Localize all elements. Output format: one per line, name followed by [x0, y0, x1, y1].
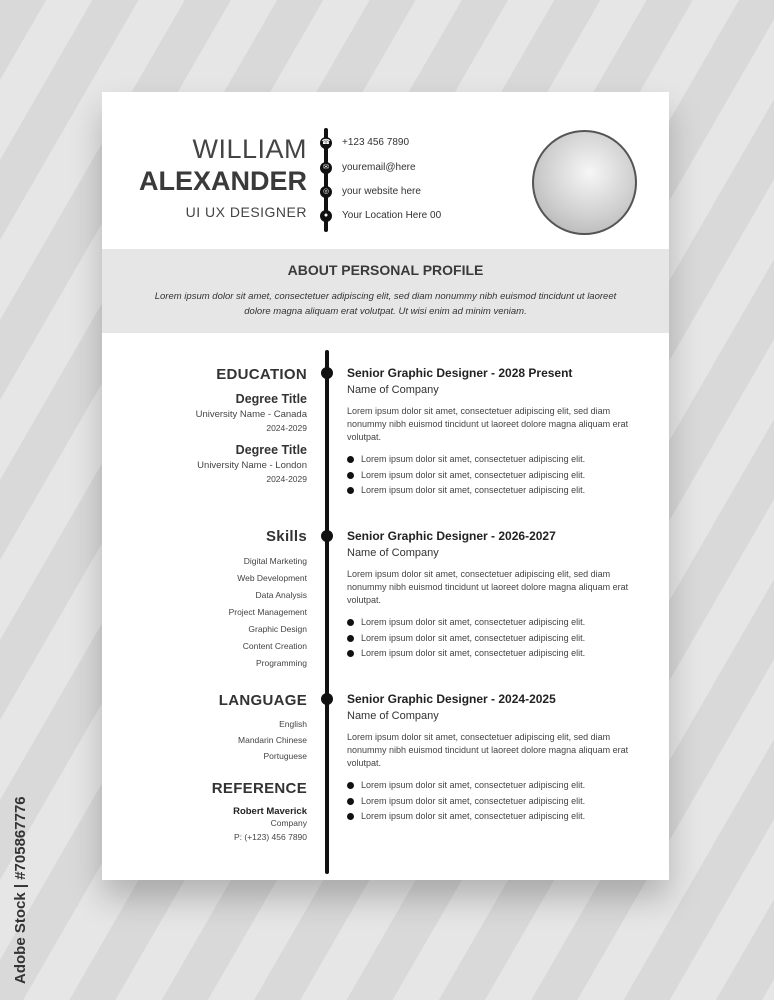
job-title: UI UX DESIGNER — [185, 204, 307, 220]
experience-description: Lorem ipsum dolor sit amet, consectetuer adipiscing elit, sed diam nonummy nibh euismod tincidunt ut laoreet dolore magna aliquam erat volutpat. — [347, 732, 629, 768]
experience-description: Lorem ipsum dolor sit amet, consectetuer adipiscing elit, sed diam nonummy nibh euismod tincidunt ut laoreet dolore magna aliquam erat volutpat. — [347, 569, 629, 605]
location-icon: ● — [320, 210, 332, 222]
experience-title: Senior Graphic Designer - 2028 Present — [347, 366, 573, 380]
degree-title: Degree Title — [235, 443, 307, 457]
globe-icon: ◎ — [320, 186, 332, 198]
about-text: Lorem ipsum dolor sit amet, consectetuer adipiscing elit, sed diam nonummy nibh euismod tincidunt ut laoreet dolore magna aliquam erat volutpat. Ut wisi enim ad minim veniam. — [154, 291, 617, 317]
stock-label-text: Adobe Stock | #705867776 — [12, 796, 29, 984]
phone-icon: ☎ — [320, 137, 332, 149]
bullet-item: Lorem ipsum dolor sit amet, consectetuer adipiscing elit. — [347, 633, 637, 649]
stock-watermark-label — [10, 760, 30, 985]
experience-description: Lorem ipsum dolor sit amet, consectetuer adipiscing elit, sed diam nonummy nibh euismod tincidunt ut laoreet dolore magna aliquam erat volutpat. — [347, 406, 629, 442]
last-name: ALEXANDER — [138, 166, 307, 196]
experience-bullets — [347, 780, 637, 827]
bullet-item: Lorem ipsum dolor sit amet, consectetuer adipiscing elit. — [347, 648, 637, 664]
reference-company: Company — [270, 818, 307, 828]
resume-page — [102, 92, 669, 880]
bullet-item: Lorem ipsum dolor sit amet, consectetuer adipiscing elit. — [347, 811, 637, 827]
skill-item: Content Creation — [242, 641, 307, 651]
language-item: English — [279, 719, 307, 729]
skills-list — [229, 553, 307, 672]
education-title: EDUCATION — [216, 366, 307, 383]
contact-phone: +123 456 7890 — [342, 137, 410, 148]
skill-item: Data Analysis — [255, 590, 307, 600]
company-name: Name of Company — [347, 710, 439, 722]
experience-title: Senior Graphic Designer - 2026-2027 — [347, 529, 556, 543]
education-years: 2024-2029 — [266, 423, 307, 433]
contact-email: youremail@here — [342, 162, 416, 173]
reference-section — [212, 780, 307, 842]
resume-header — [102, 92, 669, 249]
experience-bullets — [347, 617, 637, 664]
company-name: Name of Company — [347, 384, 439, 396]
bullet-item: Lorem ipsum dolor sit amet, consectetuer adipiscing elit. — [347, 796, 637, 812]
experience-title: Senior Graphic Designer - 2024-2025 — [347, 692, 556, 706]
university-name: University Name - London — [197, 460, 307, 471]
timeline-dot — [321, 693, 333, 705]
timeline-line — [325, 350, 329, 874]
experience-item — [347, 366, 637, 501]
skill-item: Digital Marketing — [243, 556, 307, 566]
bullet-item: Lorem ipsum dolor sit amet, consectetuer adipiscing elit. — [347, 470, 637, 486]
experience-item — [347, 529, 637, 664]
bullet-item: Lorem ipsum dolor sit amet, consectetuer adipiscing elit. — [347, 485, 637, 501]
contact-location: Your Location Here 00 — [342, 210, 442, 221]
experience-item — [347, 692, 637, 827]
reference-title: REFERENCE — [211, 780, 307, 797]
university-name: University Name - Canada — [195, 409, 307, 420]
timeline-dot — [321, 367, 333, 379]
about-title: ABOUT PERSONAL PROFILE — [287, 262, 484, 278]
experience-bullets — [347, 454, 637, 501]
company-name: Name of Company — [347, 547, 439, 559]
language-section — [219, 692, 307, 764]
bullet-item: Lorem ipsum dolor sit amet, consectetuer adipiscing elit. — [347, 454, 637, 470]
degree-title: Degree Title — [235, 392, 307, 406]
language-title: LANGUAGE — [218, 692, 307, 709]
reference-phone: P: (+123) 456 7890 — [233, 832, 307, 842]
skill-item: Project Management — [228, 607, 307, 617]
language-item: Mandarin Chinese — [238, 735, 307, 745]
skills-section — [229, 528, 307, 672]
education-years: 2024-2029 — [266, 474, 307, 484]
bullet-item: Lorem ipsum dolor sit amet, consectetuer adipiscing elit. — [347, 780, 637, 796]
timeline-dot — [321, 530, 333, 542]
profile-photo — [532, 130, 637, 235]
skills-title: Skills — [266, 528, 307, 545]
language-item: Portuguese — [263, 751, 307, 761]
skill-item: Graphic Design — [248, 624, 307, 634]
education-section — [196, 366, 307, 484]
language-list — [219, 716, 307, 764]
first-name: WILLIAM — [192, 134, 307, 164]
skill-item: Web Development — [237, 573, 307, 583]
about-section — [102, 249, 669, 333]
email-icon: ✉ — [320, 162, 332, 174]
reference-name: Robert Maverick — [233, 806, 307, 817]
bullet-item: Lorem ipsum dolor sit amet, consectetuer adipiscing elit. — [347, 617, 637, 633]
skill-item: Programming — [255, 658, 307, 668]
contact-website: your website here — [342, 186, 421, 197]
